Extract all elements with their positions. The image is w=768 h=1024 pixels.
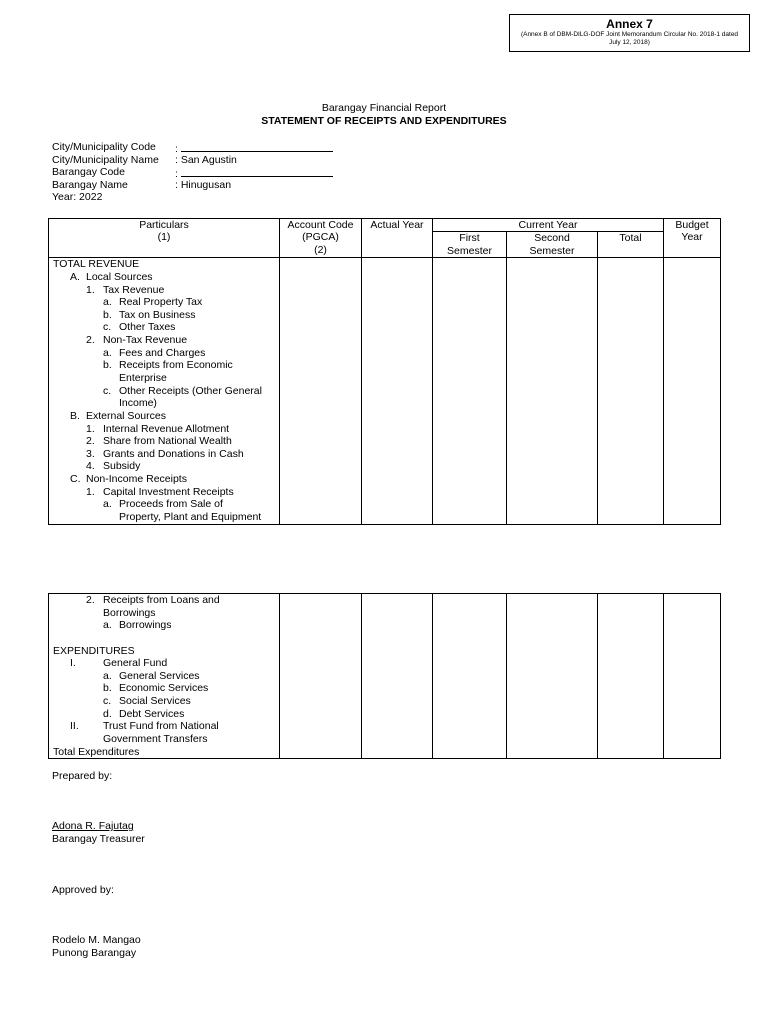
table-row: [49, 284, 279, 297]
row-text: Total Expenditures: [53, 745, 140, 758]
header-particulars-label: Particulars: [139, 219, 189, 231]
second-semester-cell: [507, 258, 598, 524]
table-row: [49, 486, 279, 499]
info-block: [52, 141, 333, 204]
table-row: [49, 435, 279, 448]
report-header: [0, 102, 768, 127]
brgy-code-blank: [181, 166, 333, 177]
prepared-title: Barangay Treasurer: [52, 833, 145, 845]
report-title: STATEMENT OF RECEIPTS AND EXPENDITURES: [261, 114, 507, 127]
header-budget-label: Budget: [675, 219, 709, 231]
particulars-list: [49, 258, 279, 523]
row-marker: 2.: [86, 435, 95, 448]
row-marker: 1.: [86, 485, 95, 498]
row-marker: 2.: [86, 594, 95, 606]
table-row: [49, 720, 279, 733]
table-row: [49, 594, 279, 607]
table-row: [49, 645, 279, 658]
table-row: [49, 397, 279, 410]
row-marker: 4.: [86, 460, 95, 473]
total-cell: [598, 258, 664, 524]
row-text: Other Taxes: [119, 321, 176, 334]
row-text: Capital Investment Receipts: [103, 485, 234, 498]
header-second-label2: Semester: [529, 244, 575, 257]
row-text: Debt Services: [119, 707, 185, 720]
row-text: Grants and Donations in Cash: [103, 447, 244, 460]
header-actual-year: Actual Year: [362, 219, 433, 258]
prepared-label: Prepared by:: [52, 770, 113, 782]
city-code-value: :: [175, 141, 333, 154]
table-row: [49, 372, 279, 385]
row-text: Government Transfers: [103, 733, 208, 746]
row-text: Subsidy: [103, 460, 141, 473]
row-text: Local Sources: [86, 270, 153, 283]
row-marker: II.: [70, 720, 79, 733]
approved-title: Punong Barangay: [52, 947, 137, 959]
city-code-label: City/Municipality Code: [52, 141, 156, 153]
report-subtitle: Barangay Financial Report: [321, 102, 447, 114]
table-row: [49, 733, 279, 746]
table-row: [49, 448, 279, 461]
header-total: Total: [598, 232, 664, 258]
row-marker: b.: [103, 682, 112, 695]
row-marker: 3.: [86, 447, 95, 460]
row-text: Tax on Business: [119, 308, 196, 321]
row-text: General Services: [119, 669, 200, 682]
row-marker: a.: [103, 296, 112, 309]
row-marker: c.: [103, 384, 112, 397]
table-row: [49, 708, 279, 721]
row-marker: C.: [70, 473, 81, 486]
row-text: Receipts from Economic: [119, 359, 233, 372]
row-marker: a.: [103, 669, 112, 682]
city-code-blank: [181, 141, 333, 152]
row-text: Tax Revenue: [103, 283, 165, 296]
row-text: Non-Tax Revenue: [103, 334, 188, 347]
header-second-label: Second: [534, 232, 570, 245]
city-name-label: City/Municipality Name: [52, 153, 159, 166]
table-row: [49, 347, 279, 360]
row-text: Trust Fund from National: [103, 720, 219, 733]
header-current-year: Current Year: [433, 219, 664, 232]
table-row: [49, 607, 279, 620]
header-account-num: (2): [314, 243, 327, 256]
row-text: Receipts from Loans and: [103, 594, 220, 606]
header-first-label: First: [459, 232, 480, 245]
prepared-name: Adona R. Fajutag: [52, 820, 134, 832]
row-text: Share from National Wealth: [103, 435, 232, 448]
header-account-code: [280, 219, 362, 258]
row-text: EXPENDITURES: [53, 644, 135, 657]
annex-title: Annex 7: [606, 17, 653, 31]
account-cell: [280, 258, 362, 524]
row-marker: 1.: [86, 422, 95, 435]
table-row: [49, 682, 279, 695]
row-marker: c.: [103, 321, 112, 334]
row-text: Property, Plant and Equipment: [119, 511, 262, 524]
brgy-code-value: :: [175, 166, 333, 179]
header-particulars-num: (1): [157, 231, 171, 244]
expenditures-table: [48, 593, 721, 759]
row-text: Fees and Charges: [119, 346, 206, 359]
row-marker: 2.: [86, 334, 95, 347]
table-row: [49, 309, 279, 322]
annex-box: [509, 14, 750, 52]
row-text: TOTAL REVENUE: [53, 258, 140, 271]
first-semester-cell: [433, 258, 507, 524]
actual-cell: [362, 258, 433, 524]
table-row: [49, 657, 279, 670]
particulars-cell-2: [49, 594, 280, 759]
year-row: [52, 191, 333, 204]
table-row: [49, 423, 279, 436]
year-label: Year: [52, 191, 74, 204]
header-second-semester: [507, 232, 598, 258]
table-row: [49, 321, 279, 334]
table-row: [49, 296, 279, 309]
row-marker: a.: [103, 498, 112, 511]
row-text: External Sources: [86, 409, 166, 422]
row-text: Economic Services: [119, 682, 209, 695]
actual-cell-2: [362, 594, 433, 759]
brgy-code-row: [52, 166, 333, 179]
table-row: [49, 473, 279, 486]
table-row: [49, 511, 279, 524]
row-text: Borrowings: [103, 606, 156, 619]
particulars-cell: [49, 258, 280, 524]
header-budget-year: [664, 219, 721, 258]
annex-note: (Annex B of DBM-DILG-DOF Joint Memorandum Circular No. 2018-1 dated July 12, 2018): [520, 31, 739, 46]
brgy-name-row: [52, 179, 333, 192]
brgy-name-label: Barangay Name: [52, 178, 128, 191]
table-row: [49, 619, 279, 632]
budget-cell-2: [664, 594, 721, 759]
table-row: [49, 334, 279, 347]
table-row: [49, 695, 279, 708]
budget-cell: [664, 258, 721, 524]
row-text: Enterprise: [119, 371, 167, 384]
table-row: [49, 359, 279, 372]
row-marker: b.: [103, 308, 112, 321]
row-text: Income): [119, 397, 157, 410]
city-name-value: : San Agustin: [175, 153, 237, 166]
row-text: General Fund: [103, 657, 168, 670]
row-marker: A.: [70, 270, 80, 283]
row-text: Non-Income Receipts: [86, 473, 187, 486]
header-particulars: [49, 219, 280, 258]
row-marker: b.: [103, 359, 112, 372]
table-row: [49, 746, 279, 759]
header-first-semester: [433, 232, 507, 258]
table-row: [49, 410, 279, 423]
brgy-code-label: Barangay Code: [52, 166, 125, 179]
header-account-sub: (PGCA): [302, 231, 339, 244]
row-marker: I.: [70, 657, 76, 670]
city-name-row: [52, 154, 333, 167]
table-row: [49, 460, 279, 473]
table-row: [49, 498, 279, 511]
city-code-row: [52, 141, 333, 154]
particulars-list-2: [49, 594, 279, 758]
row-marker: a.: [103, 346, 112, 359]
row-text: Proceeds from Sale of: [119, 498, 223, 511]
table-row: [49, 258, 279, 271]
header-account-label: Account Code: [287, 219, 354, 231]
account-cell-2: [280, 594, 362, 759]
row-text: Other Receipts (Other General: [119, 384, 262, 397]
second-semester-cell-2: [507, 594, 598, 759]
row-marker: d.: [103, 707, 112, 720]
row-marker: a.: [103, 619, 112, 632]
table-row: [49, 670, 279, 683]
row-text: Borrowings: [119, 619, 172, 632]
approved-label: Approved by:: [52, 884, 114, 896]
row-marker: 1.: [86, 283, 95, 296]
row-marker: c.: [103, 695, 112, 708]
row-marker: B.: [70, 409, 80, 422]
brgy-name-value: : Hinugusan: [175, 178, 232, 191]
total-cell-2: [598, 594, 664, 759]
first-semester-cell-2: [433, 594, 507, 759]
header-first-label2: Semester: [447, 244, 492, 257]
row-text: Social Services: [119, 695, 191, 708]
year-value: : 2022: [73, 191, 103, 204]
approved-name: Rodelo M. Mangao: [52, 934, 141, 946]
table-row: [49, 632, 279, 645]
receipts-table: [48, 218, 721, 525]
table-row: [49, 385, 279, 398]
header-budget-label2: Year: [681, 231, 703, 244]
table-row: [49, 271, 279, 284]
row-text: Internal Revenue Allotment: [103, 422, 230, 435]
row-text: Real Property Tax: [119, 296, 203, 309]
